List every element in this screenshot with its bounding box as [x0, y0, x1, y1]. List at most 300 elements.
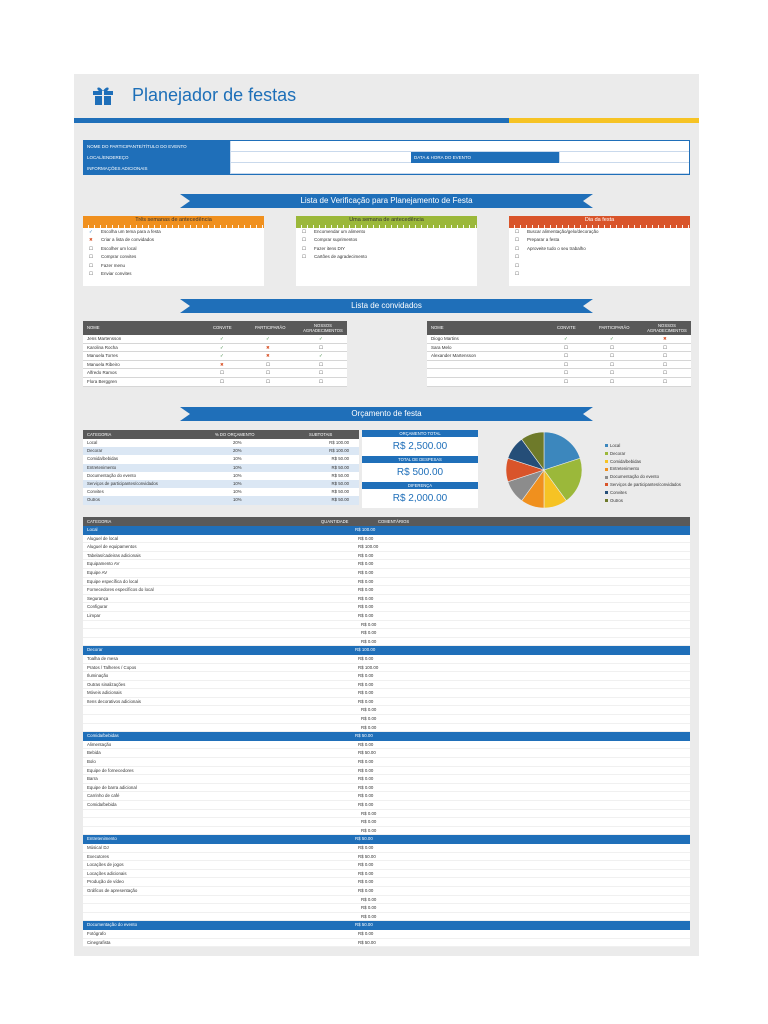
- detail-item-name: Carrinho de café: [87, 793, 120, 799]
- additional-info-field[interactable]: [230, 163, 689, 174]
- legend-item: [605, 458, 681, 466]
- detail-item-name: Fornecedores específicos do local: [87, 587, 154, 593]
- budget-category: Documentação do evento: [87, 472, 136, 478]
- legend-item: [605, 450, 681, 458]
- budget-percent[interactable]: 10%: [233, 489, 242, 495]
- col-invite: CONVITE: [557, 325, 576, 330]
- thanks-checkbox[interactable]: ☐: [663, 353, 668, 359]
- checklist-item: [509, 262, 690, 270]
- detail-category-total: R$ 50.00: [355, 922, 373, 928]
- legend-item: [605, 481, 681, 489]
- event-location-row: [84, 152, 689, 163]
- checkbox[interactable]: ☐: [89, 254, 94, 260]
- attending-checkbox[interactable]: ✓: [610, 336, 614, 341]
- detail-item-value[interactable]: R$ 0.00: [361, 913, 377, 919]
- guest-row: [427, 344, 691, 353]
- guests-title: Lista de convidados: [351, 301, 422, 310]
- budget-row: [83, 488, 359, 496]
- detail-row: [83, 552, 690, 561]
- detail-item-name: Locações adicionais: [87, 870, 127, 876]
- detail-row: [83, 818, 690, 827]
- legend-swatch: [605, 483, 608, 486]
- thanks-checkbox[interactable]: ✖: [663, 336, 667, 341]
- detail-item-value[interactable]: R$ 0.00: [361, 621, 377, 627]
- detail-item-name: Tabelas/cadeiras adicionais: [87, 552, 141, 558]
- invite-checkbox[interactable]: ☐: [220, 370, 225, 376]
- detail-item-name: Gráficos de apresentação: [87, 887, 138, 893]
- checklist-banner: [180, 194, 593, 208]
- col-name: NOME: [431, 325, 444, 330]
- checklist-item: [296, 253, 477, 261]
- detail-item-value[interactable]: R$ 0.00: [358, 930, 374, 936]
- detail-item-value[interactable]: R$ 0.00: [358, 698, 374, 704]
- detail-row: [83, 887, 690, 896]
- detail-item-value[interactable]: R$ 100.00: [358, 544, 379, 550]
- detail-item-name: Pratos / Talheres / Copos: [87, 664, 137, 670]
- detail-item-name: Bebida: [87, 750, 101, 756]
- detail-item-value[interactable]: R$ 0.00: [358, 784, 374, 790]
- detail-category-name: Documentação do evento: [87, 922, 138, 928]
- thanks-checkbox[interactable]: ☐: [319, 378, 324, 384]
- guest-name: Karolina Rocha: [87, 344, 118, 350]
- detail-row: [83, 569, 690, 578]
- detail-item-name: Configurar: [87, 604, 108, 610]
- detail-item-value[interactable]: R$ 0.00: [358, 870, 374, 876]
- budget-percent[interactable]: 10%: [233, 456, 242, 462]
- datetime-field[interactable]: [559, 152, 689, 163]
- checklist-item: [509, 245, 690, 253]
- additional-info-label: INFORMAÇÕES ADICIONAIS: [84, 163, 230, 174]
- detail-category-name: Decorar: [87, 647, 103, 653]
- thanks-checkbox[interactable]: ☐: [663, 378, 668, 384]
- checklist-item-text: Escolha um tema para a festa: [101, 229, 161, 234]
- guest-row: [83, 335, 347, 344]
- detail-row: [83, 621, 690, 630]
- party-planner-sheet: [74, 74, 699, 956]
- budget-subtotal: R$ 50.00: [331, 456, 349, 462]
- pie-legend: [605, 442, 681, 504]
- guest-name: Alexander Martensson: [431, 353, 477, 359]
- detail-row: [83, 878, 690, 887]
- detail-row: [83, 603, 690, 612]
- checklist-item: [296, 245, 477, 253]
- invite-checkbox[interactable]: ✓: [220, 336, 224, 341]
- legend-label: Documentação do evento: [610, 474, 659, 480]
- budget-category: Serviços de participantes/convidados: [87, 480, 158, 486]
- guest-row: [427, 352, 691, 361]
- thanks-checkbox[interactable]: ☐: [663, 344, 668, 350]
- header-stripe-blue: [74, 118, 509, 123]
- checklist-item-text: Aproveite tudo o seu trabalho: [527, 245, 586, 251]
- col-invite: CONVITE: [213, 325, 232, 330]
- detail-item-name: Outras sinalizações: [87, 681, 126, 687]
- checklist-item-text: Comprar convites: [101, 254, 137, 260]
- detail-row: [83, 543, 690, 552]
- detail-row: [83, 706, 690, 715]
- checklist-item: [296, 236, 477, 244]
- checklist-item: [83, 270, 264, 278]
- col-subtotal: SUBTOTAIS: [309, 432, 333, 437]
- budget-subtotal: R$ 50.00: [331, 489, 349, 495]
- detail-category-row: [83, 921, 690, 930]
- detail-row: [83, 801, 690, 810]
- checkbox[interactable]: ☐: [515, 237, 520, 243]
- detail-item-name: Aluguel de local: [87, 535, 119, 541]
- checkbox[interactable]: ☐: [515, 245, 520, 251]
- budget-row: [83, 480, 359, 488]
- checkbox[interactable]: ☐: [515, 270, 520, 276]
- detail-item-name: Equipamento AV: [87, 561, 120, 567]
- header: [74, 74, 699, 118]
- col-thanks: NOSSOS AGRADECIMENTOS: [647, 323, 687, 333]
- checklist-item-text: Comprar suprimentos: [314, 237, 358, 243]
- attending-checkbox[interactable]: ☐: [266, 361, 271, 367]
- legend-item: [605, 465, 681, 473]
- checkbox[interactable]: ☐: [515, 254, 520, 260]
- detail-item-value[interactable]: R$ 0.00: [361, 630, 377, 636]
- detail-item-name: Segurança: [87, 595, 109, 601]
- checklist-item-text: Preparar a festa: [527, 237, 560, 243]
- invite-checkbox[interactable]: ☐: [564, 378, 569, 384]
- detail-category-name: Entretenimento: [87, 836, 117, 842]
- guest-row: [83, 352, 347, 361]
- attending-checkbox[interactable]: ✓: [266, 336, 270, 341]
- col-attending: PARTICIPARÃO: [599, 325, 630, 330]
- detail-item-name: Equipe de fornecedores: [87, 767, 134, 773]
- detail-item-value[interactable]: R$ 0.00: [358, 802, 374, 807]
- detail-row: [83, 672, 690, 681]
- checkbox[interactable]: ✖: [89, 237, 93, 243]
- legend-swatch: [605, 468, 608, 471]
- detail-item-value[interactable]: R$ 0.00: [361, 707, 377, 713]
- detail-item-value[interactable]: R$ 50.00: [358, 939, 376, 945]
- invite-checkbox[interactable]: ✓: [564, 336, 568, 341]
- budget-title: Orçamento de festa: [351, 409, 422, 418]
- budget-subtotal: R$ 100.00: [329, 440, 349, 445]
- col-category: CATEGORIA: [87, 432, 112, 437]
- guest-row: [427, 361, 691, 370]
- checklist-title: Lista de Verificação para Planejamento de Festa: [300, 196, 473, 205]
- checklist-item-text: Cartões de agradecimento: [314, 254, 368, 260]
- detail-item-name: Música/ DJ: [87, 844, 109, 850]
- guest-table-left: [83, 321, 347, 387]
- detail-category-name: Comida/bebidas: [87, 733, 119, 739]
- thanks-checkbox[interactable]: ✓: [319, 336, 323, 341]
- detail-row: [83, 578, 690, 587]
- attending-checkbox[interactable]: ☐: [610, 344, 615, 350]
- detail-item-value[interactable]: R$ 0.00: [358, 595, 374, 601]
- budget-category: Decorar: [87, 448, 103, 454]
- budget-category: Outros: [87, 497, 100, 503]
- detail-row: [83, 689, 690, 698]
- event-info-row: [84, 163, 689, 174]
- checkbox[interactable]: ☐: [515, 229, 520, 234]
- location-label: LOCAL/ENDEREÇO: [84, 152, 230, 163]
- detail-category-total: R$ 100.00: [355, 647, 376, 653]
- attending-checkbox[interactable]: ☐: [266, 370, 271, 376]
- budget-summary: [362, 430, 478, 508]
- legend-swatch: [605, 460, 608, 463]
- checkbox[interactable]: ☐: [302, 237, 307, 243]
- datetime-label: DATA & HORA DO EVENTO: [411, 152, 559, 163]
- checklist-item-text: Escolher um local: [101, 245, 137, 251]
- detail-category-row: [83, 835, 690, 844]
- checklist-column-one-week: [296, 216, 477, 286]
- detail-item-value[interactable]: R$ 0.00: [361, 905, 377, 911]
- detail-item-value[interactable]: R$ 0.00: [358, 793, 374, 799]
- detail-item-value[interactable]: R$ 0.00: [358, 655, 374, 661]
- detail-row: [83, 758, 690, 767]
- detail-item-value[interactable]: R$ 0.00: [358, 844, 374, 850]
- attending-checkbox[interactable]: ✖: [266, 344, 270, 350]
- budget-subtotal: R$ 50.00: [331, 464, 349, 470]
- detail-item-value[interactable]: R$ 0.00: [361, 810, 377, 816]
- budget-subtotal: R$ 50.00: [331, 472, 349, 478]
- legend-label: Comida/bebidas: [610, 458, 642, 464]
- budget-category: Comida/bebidas: [87, 456, 119, 462]
- invite-checkbox[interactable]: ☐: [564, 353, 569, 359]
- detail-row: [83, 767, 690, 776]
- budget-percent[interactable]: 20%: [233, 448, 242, 454]
- detail-item-value[interactable]: R$ 0.00: [358, 879, 374, 885]
- checklist-item-text: Fazer itens DIY: [314, 245, 346, 251]
- detail-item-value[interactable]: R$ 0.00: [358, 604, 374, 610]
- legend-swatch: [605, 499, 608, 502]
- detail-row: [83, 870, 690, 879]
- guest-table-right: [427, 321, 691, 387]
- header-stripe-yellow: [509, 118, 699, 123]
- attending-checkbox[interactable]: ✖: [266, 353, 270, 359]
- detail-item-value[interactable]: R$ 0.00: [358, 569, 374, 575]
- detail-item-value[interactable]: R$ 0.00: [358, 767, 374, 773]
- budget-category: Entretenimento: [87, 464, 117, 470]
- invite-checkbox[interactable]: ☐: [220, 378, 225, 384]
- detail-item-value[interactable]: R$ 0.00: [358, 612, 374, 618]
- thanks-checkbox[interactable]: ☐: [319, 361, 324, 367]
- pie-svg: [504, 430, 604, 510]
- attending-checkbox[interactable]: ☐: [610, 370, 615, 376]
- thanks-checkbox[interactable]: ☐: [319, 370, 324, 376]
- thanks-checkbox[interactable]: ✓: [319, 353, 323, 359]
- detail-item-value[interactable]: R$ 0.00: [358, 690, 374, 696]
- checklist-header: Dia da festa: [509, 216, 690, 225]
- guest-row: [427, 335, 691, 344]
- checklist-item-text: Enviar convites: [101, 270, 132, 276]
- event-name-label: NOME DO PARTICIPANTE/TÍTULO DO EVENTO: [84, 141, 230, 152]
- checklist-item-text: Criar a lista de convidados: [101, 237, 155, 243]
- location-field[interactable]: [230, 152, 411, 163]
- guest-name: Manuela Ribeiro: [87, 361, 120, 367]
- invite-checkbox[interactable]: ☐: [564, 344, 569, 350]
- checklist-item-text: Encomendar um alimento: [314, 229, 366, 234]
- checkbox[interactable]: ☐: [89, 270, 94, 276]
- col-attending: PARTICIPARÃO: [255, 325, 286, 330]
- checkbox[interactable]: ☐: [302, 229, 307, 234]
- detail-row: [83, 896, 690, 905]
- detail-row: [83, 844, 690, 853]
- legend-item: [605, 442, 681, 450]
- checkbox[interactable]: ☐: [89, 262, 94, 268]
- legend-item: [605, 489, 681, 497]
- detail-category-total: R$ 100.00: [355, 527, 376, 532]
- invite-checkbox[interactable]: ☐: [564, 361, 569, 367]
- detail-item-value[interactable]: R$ 0.00: [361, 724, 377, 730]
- detail-item-name: Fotógrafo: [87, 930, 106, 936]
- detail-item-value[interactable]: R$ 0.00: [361, 819, 377, 825]
- detail-item-value[interactable]: R$ 0.00: [358, 578, 374, 584]
- summary-value: R$ 500.00: [362, 463, 478, 482]
- budget-table-header: [83, 430, 359, 439]
- detail-row: [83, 775, 690, 784]
- budget-percent[interactable]: 10%: [233, 480, 242, 486]
- checklist-column-three-weeks: [83, 216, 264, 286]
- detail-item-value[interactable]: R$ 0.00: [361, 896, 377, 902]
- detail-item-name: Locações de jogos: [87, 862, 124, 868]
- detail-row: [83, 629, 690, 638]
- attending-checkbox[interactable]: ☐: [266, 378, 271, 384]
- budget-category: Local: [87, 440, 98, 445]
- col-name: NOME: [87, 325, 100, 330]
- checkbox[interactable]: ☐: [302, 254, 307, 260]
- thanks-checkbox[interactable]: ☐: [663, 361, 668, 367]
- detail-item-value[interactable]: R$ 0.00: [361, 638, 377, 644]
- checkbox[interactable]: ☐: [89, 245, 94, 251]
- guest-name: Manuela Torres: [87, 353, 118, 359]
- guest-row: [427, 369, 691, 378]
- invite-checkbox[interactable]: ☐: [564, 370, 569, 376]
- detail-item-value[interactable]: R$ 0.00: [358, 681, 374, 687]
- legend-item: [605, 497, 681, 505]
- checklist-item: [83, 236, 264, 244]
- detail-table-header: [83, 517, 690, 526]
- attending-checkbox[interactable]: ☐: [610, 378, 615, 384]
- detail-item-value[interactable]: R$ 50.00: [358, 853, 376, 859]
- checklist-header: Três semanas de antecedência: [83, 216, 264, 225]
- summary-value: R$ 2,000.00: [362, 489, 478, 508]
- detail-row: [83, 741, 690, 750]
- guest-name: Alfredo Ramos: [87, 370, 117, 376]
- budget-category: Convites: [87, 489, 104, 495]
- detail-item-value[interactable]: R$ 0.00: [358, 552, 374, 558]
- budget-row: [83, 472, 359, 480]
- legend-swatch: [605, 444, 608, 447]
- checklist-item: [83, 245, 264, 253]
- col-percent: % DO ORÇAMENTO: [215, 432, 255, 437]
- summary-label: ORÇAMENTO TOTAL: [362, 430, 478, 437]
- invite-checkbox[interactable]: ✖: [220, 361, 224, 367]
- legend-label: Serviços de participantes/convidados: [610, 481, 681, 487]
- detail-row: [83, 586, 690, 595]
- detail-item-name: Limpar: [87, 612, 101, 618]
- detail-row: [83, 853, 690, 862]
- detail-row: [83, 904, 690, 913]
- detail-row: [83, 655, 690, 664]
- event-name-row: [84, 141, 689, 152]
- col-comments: COMENTÁRIOS: [378, 519, 410, 524]
- budget-percent[interactable]: 20%: [233, 440, 242, 445]
- guests-banner: [180, 299, 593, 313]
- budget-row: [83, 496, 359, 504]
- detail-item-value[interactable]: R$ 0.00: [361, 827, 377, 833]
- checklist-item: [83, 262, 264, 270]
- detail-item-name: Toalha de mesa: [87, 655, 118, 661]
- checklist-item: [509, 270, 690, 278]
- attending-checkbox[interactable]: ☐: [610, 361, 615, 367]
- legend-swatch: [605, 476, 608, 479]
- detail-row: [83, 595, 690, 604]
- detail-item-name: Iluminação: [87, 673, 109, 679]
- invite-checkbox[interactable]: ✓: [220, 344, 224, 350]
- budget-detail-table: [83, 517, 690, 947]
- thanks-checkbox[interactable]: ☐: [319, 344, 324, 350]
- detail-item-value[interactable]: R$ 0.00: [361, 716, 377, 722]
- detail-item-name: Produção de vídeo: [87, 879, 124, 885]
- detail-item-value[interactable]: R$ 100.00: [358, 664, 379, 670]
- thanks-checkbox[interactable]: ☐: [663, 370, 668, 376]
- legend-label: Convites: [610, 489, 627, 495]
- checklist-item: [83, 253, 264, 261]
- detail-item-value[interactable]: R$ 0.00: [358, 776, 374, 782]
- detail-category-total: R$ 50.00: [355, 836, 373, 842]
- guest-table-header: [83, 321, 347, 335]
- checklist-header: Uma semana de antecedência: [296, 216, 477, 225]
- budget-row: [83, 464, 359, 472]
- budget-banner: [180, 407, 593, 421]
- attending-checkbox[interactable]: ☐: [610, 353, 615, 359]
- detail-row: [83, 827, 690, 836]
- summary-label: TOTAL DE DESPESAS: [362, 456, 478, 463]
- guest-row: [83, 344, 347, 353]
- legend-label: Entretenimento: [610, 466, 640, 472]
- event-name-field[interactable]: [230, 141, 689, 152]
- checkbox[interactable]: ☐: [515, 262, 520, 268]
- detail-row: [83, 930, 690, 939]
- detail-item-value[interactable]: R$ 0.00: [358, 535, 374, 541]
- legend-label: Outros: [610, 497, 623, 503]
- budget-percent[interactable]: 10%: [233, 497, 242, 503]
- checkbox[interactable]: ☐: [302, 245, 307, 251]
- page-title: Planejador de festas: [132, 85, 297, 105]
- detail-row: [83, 560, 690, 569]
- guest-name: Diogo Martins: [431, 336, 459, 341]
- col-quantity: QUANTIDADE: [321, 519, 349, 524]
- detail-row: [83, 638, 690, 647]
- detail-item-value[interactable]: R$ 0.00: [358, 673, 374, 679]
- detail-item-value[interactable]: R$ 0.00: [358, 887, 374, 893]
- budget-subtotal: R$ 100.00: [329, 448, 349, 454]
- detail-item-name: Barra: [87, 776, 98, 782]
- budget-subtotal: R$ 50.00: [331, 480, 349, 486]
- legend-swatch: [605, 452, 608, 455]
- invite-checkbox[interactable]: ✓: [220, 353, 224, 359]
- detail-row: [83, 784, 690, 793]
- detail-row: [83, 749, 690, 758]
- detail-item-value[interactable]: R$ 0.00: [358, 741, 374, 747]
- detail-item-value[interactable]: R$ 0.00: [358, 561, 374, 567]
- checkbox[interactable]: ✓: [89, 229, 93, 234]
- detail-item-name: Móveis adicionais: [87, 690, 122, 696]
- budget-percent[interactable]: 10%: [233, 472, 242, 478]
- budget-percent[interactable]: 10%: [233, 464, 242, 470]
- detail-item-name: Equipe específica do local: [87, 578, 139, 584]
- detail-item-value[interactable]: R$ 0.00: [358, 759, 374, 765]
- checklist-item: [83, 228, 264, 236]
- checklist-item: [509, 253, 690, 261]
- detail-item-value[interactable]: R$ 0.00: [358, 862, 374, 868]
- detail-item-value[interactable]: R$ 0.00: [358, 587, 374, 593]
- guest-row: [83, 378, 347, 387]
- detail-item-value[interactable]: R$ 50.00: [358, 750, 376, 756]
